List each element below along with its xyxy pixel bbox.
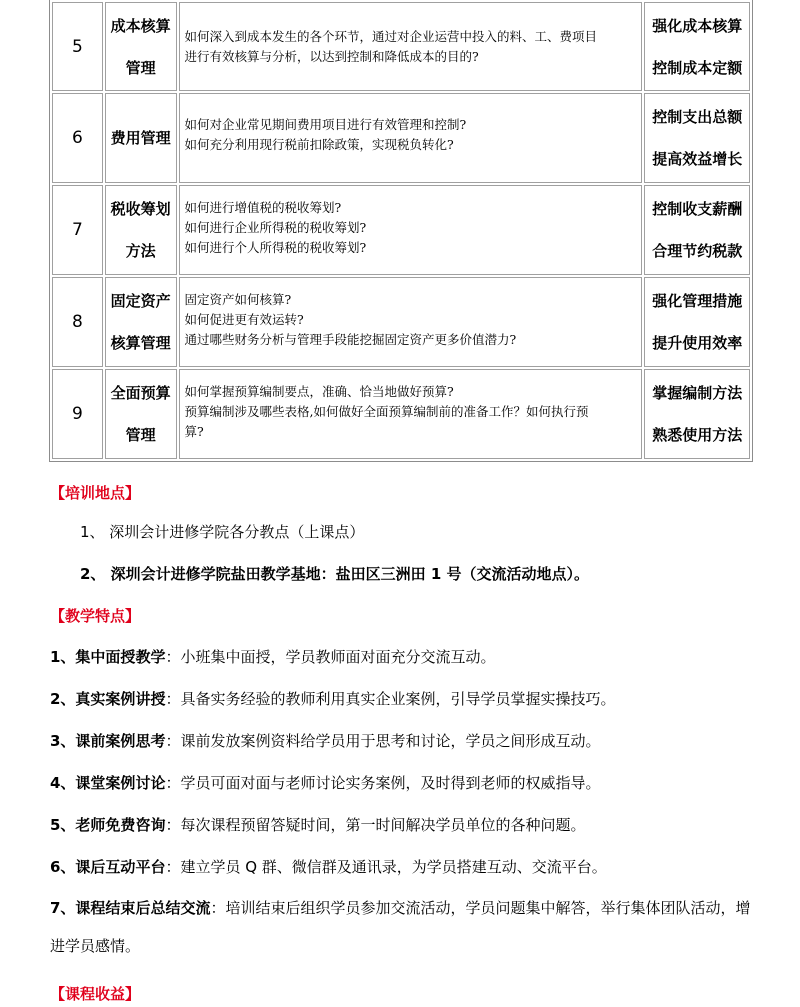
location-heading: 【培训地点】: [50, 484, 141, 502]
module-name: 成本核算 管理: [105, 2, 177, 91]
row-number: 8: [52, 277, 103, 367]
feature-item: 1、集中面授教学：小班集中面授，学员教师面对面充分交流互动。: [50, 648, 496, 666]
feature-item: 5、老师免费咨询：每次课程预留答疑时间，第一时间解决学员单位的各种问题。: [50, 816, 586, 834]
location-item: 2、 深圳会计进修学院盐田教学基地：盐田区三洲田 1 号（交流活动地点）。: [80, 565, 590, 583]
module-name: 固定资产 核算管理: [105, 277, 177, 367]
table-row: [52, 93, 750, 183]
table-row: [52, 2, 750, 91]
course-table: [49, 0, 753, 462]
module-description: 如何对企业常见期间费用项目进行有效管理和控制? 如何充分利用现行税前扣除政策，实现税负转化?: [179, 93, 643, 183]
module-goal: 控制支出总额 提高效益增长: [644, 93, 750, 183]
row-number: 9: [52, 369, 103, 459]
module-name: 费用管理: [105, 93, 177, 183]
feature-item: 4、课堂案例讨论：学员可面对面与老师讨论实务案例，及时得到老师的权威指导。: [50, 774, 601, 792]
feature-item: 7、课程结束后总结交流：培训结束后组织学员参加交流活动，学员问题集中解答，举行集体团队活动，增进学员感情。: [50, 899, 751, 955]
module-goal: 掌握编制方法 熟悉使用方法: [644, 369, 750, 459]
module-name: 税收筹划 方法: [105, 185, 177, 275]
row-number: 6: [52, 93, 103, 183]
module-description: 如何进行增值税的税收筹划? 如何进行企业所得税的税收筹划? 如何进行个人所得税的税收筹划?: [179, 185, 643, 275]
module-description: 如何掌握预算编制要点，准确、恰当地做好预算? 预算编制涉及哪些表格,如何做好全面预算编制前的准备工作？如何执行预 算?: [179, 369, 643, 459]
benefits-heading: 【课程收益】: [50, 985, 141, 1003]
module-goal: 控制收支薪酬 合理节约税款: [644, 185, 750, 275]
module-description: 固定资产如何核算? 如何促进更有效运转? 通过哪些财务分析与管理手段能挖掘固定资产更多价值潜力?: [179, 277, 643, 367]
module-name: 全面预算 管理: [105, 369, 177, 459]
table-row: [52, 369, 750, 459]
table-row: [52, 277, 750, 367]
table-row: [52, 185, 750, 275]
module-description: 如何深入到成本发生的各个环节，通过对企业运营中投入的料、工、费项目 进行有效核算与分析，以达到控制和降低成本的目的?: [179, 2, 643, 91]
row-number: 7: [52, 185, 103, 275]
module-goal: 强化成本核算 控制成本定额: [644, 2, 750, 91]
features-heading: 【教学特点】: [50, 607, 141, 625]
feature-item: 2、真实案例讲授：具备实务经验的教师利用真实企业案例，引导学员掌握实操技巧。: [50, 690, 616, 708]
feature-item: 6、课后互动平台：建立学员 Q 群、微信群及通讯录，为学员搭建互动、交流平台。: [50, 858, 607, 876]
row-number: 5: [52, 2, 103, 91]
feature-item: 3、课前案例思考：课前发放案例资料给学员用于思考和讨论，学员之间形成互动。: [50, 732, 601, 750]
location-item: 1、 深圳会计进修学院各分教点（上课点）: [80, 523, 365, 541]
module-goal: 强化管理措施 提升使用效率: [644, 277, 750, 367]
